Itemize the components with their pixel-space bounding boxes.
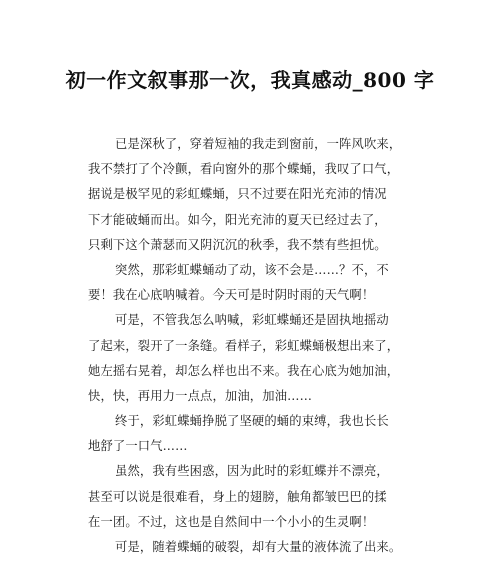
document-title: 初一作文叙事那一次，我真感动_800 字	[65, 68, 435, 92]
essay-line: 终于，彩虹蝶蛹挣脱了坚硬的蛹的束缚，我也长长	[115, 414, 389, 429]
essay-line: 在一团。不过，这也是自然间中一个小小的生灵啊！	[88, 514, 375, 529]
essay-body	[88, 132, 418, 560]
essay-line: 快，快，再用力一点点，加油，加油……	[88, 388, 313, 403]
essay-line: 了起来，裂开了一条缝。看样子，彩虹蝶蛹极想出来了，	[88, 338, 400, 353]
essay-line: 甚至可以说是很难看，身上的翅膀，触角都皱巴巴的揉	[88, 489, 387, 504]
essay-line: 可是，不管我怎么呐喊，彩虹蝶蛹还是固执地摇动	[115, 313, 389, 328]
essay-line: 地舒了一口气……	[88, 439, 188, 454]
essay-line: 下才能破蛹而出。如今，阳光充沛的夏天已经过去了，	[88, 212, 387, 227]
essay-line: 我不禁打了个冷颤，看向窗外的那个蝶蛹，我叹了口气，	[88, 162, 400, 177]
essay-line: 据说是极罕见的彩虹蝶蛹，只不过要在阳光充沛的情况	[88, 187, 387, 202]
essay-line: 只剩下这个萧瑟而又阴沉沉的秋季，我不禁有些担忧。	[88, 237, 387, 252]
essay-line: 虽然，我有些困惑，因为此时的彩虹蝶并不漂亮，	[115, 464, 389, 479]
essay-line: 可是，随着蝶蛹的破裂，却有大量的液体流了出来。	[115, 540, 402, 554]
essay-line: 她左摇右晃着，却怎么样也出不来。我在心底为她加油，	[88, 363, 400, 378]
essay-line: 已是深秋了，穿着短袖的我走到窗前，一阵风吹来，	[115, 137, 402, 151]
essay-line: 突然，那彩虹蝶蛹动了动，该不会是……？不，不	[115, 262, 389, 277]
essay-line: 要！我在心底呐喊着。今天可是时阴时雨的天气啊！	[88, 288, 375, 303]
